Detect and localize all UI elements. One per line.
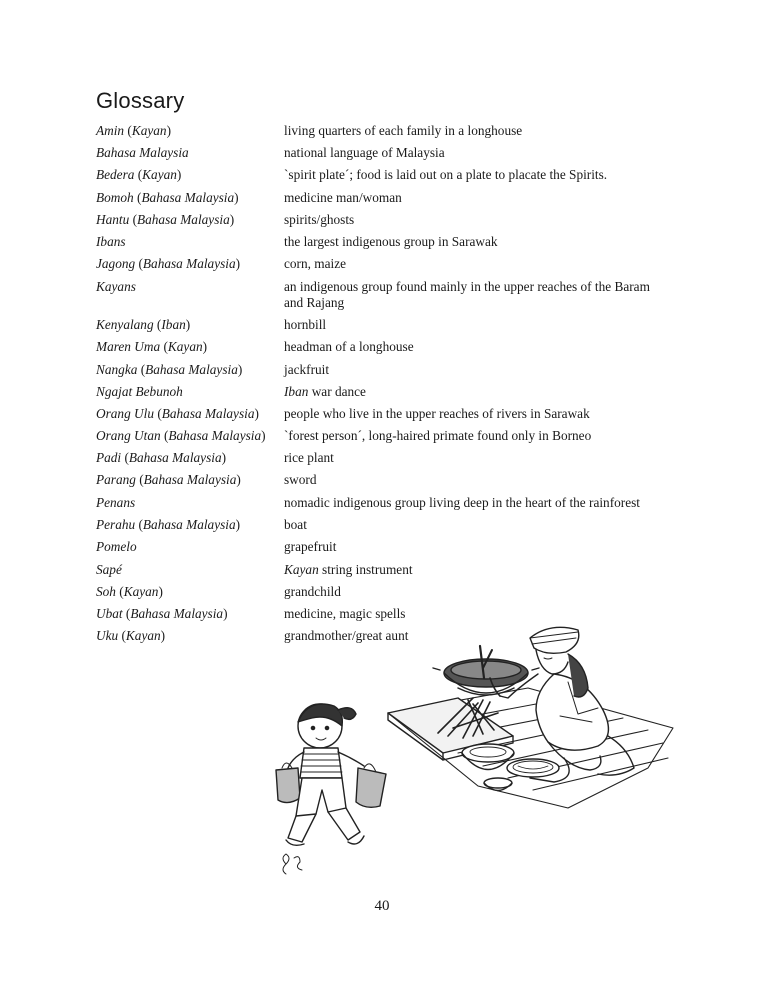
glossary-definition xyxy=(284,517,656,533)
glossary-entry xyxy=(96,495,656,511)
term-language: (Kayan) xyxy=(115,583,163,599)
glossary-entry xyxy=(96,584,656,600)
glossary-term xyxy=(96,234,284,250)
term-word: Hantu xyxy=(96,212,130,228)
glossary-entry xyxy=(96,256,656,272)
term-language-name: Bahasa Malaysia xyxy=(142,517,236,533)
term-word: Amin xyxy=(96,123,125,138)
definition-text: living quarters of each family in a longhouse xyxy=(284,123,523,138)
glossary-term xyxy=(96,606,284,622)
term-language-name: Bahasa Malaysia xyxy=(141,189,235,205)
glossary-definition xyxy=(284,450,656,466)
glossary-definition xyxy=(284,279,656,311)
term-language-name: Kayan xyxy=(125,628,161,644)
glossary-entry xyxy=(96,167,656,183)
term-language: (Bahasa Malaysia) xyxy=(135,517,241,533)
term-language-name: Kayan xyxy=(142,167,177,183)
term-language-name: Iban xyxy=(161,317,186,333)
glossary-definition xyxy=(284,406,656,422)
glossary-entry xyxy=(96,517,656,533)
definition-emphasis: Iban xyxy=(284,383,309,399)
term-language-name: Kayan xyxy=(167,339,203,355)
definition-text: rice plant xyxy=(284,450,334,466)
term-word: Sapé xyxy=(96,561,122,577)
glossary-term xyxy=(96,317,284,333)
term-language: (Bahasa Malaysia) xyxy=(160,428,266,444)
artist-signature xyxy=(283,854,302,874)
term-word: Uku xyxy=(96,628,119,644)
glossary-term xyxy=(96,628,284,644)
term-word: Kayans xyxy=(96,278,136,294)
definition-text: sword xyxy=(284,472,317,488)
glossary-definition xyxy=(284,123,656,139)
glossary-entry xyxy=(96,339,656,355)
glossary-entry xyxy=(96,212,656,228)
definition-text: spirits/ghosts xyxy=(284,212,355,228)
term-language-name: Bahasa Malaysia xyxy=(142,256,236,272)
glossary-definition xyxy=(284,428,656,444)
glossary-definition xyxy=(284,562,656,578)
glossary-definition xyxy=(284,234,656,250)
glossary-entry xyxy=(96,472,656,488)
term-language-name: Bahasa Malaysia xyxy=(145,361,238,377)
glossary-definition xyxy=(284,339,656,355)
term-language-name: Bahasa Malaysia xyxy=(130,605,224,621)
term-language-name: Kayan xyxy=(123,583,159,599)
glossary-entry xyxy=(96,539,656,555)
bowls xyxy=(462,744,559,791)
term-language: (Bahasa Malaysia) xyxy=(133,189,239,205)
term-language: (Bahasa Malaysia) xyxy=(121,450,227,466)
definition-text: string instrument xyxy=(322,561,413,577)
definition-emphasis: Kayan xyxy=(284,561,319,577)
glossary-entry xyxy=(96,317,656,333)
term-language-name: Bahasa Malaysia xyxy=(161,405,255,421)
definition-text: the largest indigenous group in Sarawak xyxy=(284,234,498,250)
glossary-definition xyxy=(284,472,656,488)
term-language: (Bahasa Malaysia) xyxy=(135,472,241,488)
page-number: 40 xyxy=(374,898,390,914)
glossary-term xyxy=(96,212,284,228)
definition-text: `spirit plate´; food is laid out on a plate to placate the Spirits. xyxy=(284,167,608,183)
term-language: (Bahasa Malaysia) xyxy=(129,212,235,228)
definition-text: jackfruit xyxy=(284,361,330,377)
glossary-definition xyxy=(284,256,656,272)
term-language-name: Bahasa Malaysia xyxy=(143,472,237,488)
glossary-definition xyxy=(284,190,656,206)
glossary-entry xyxy=(96,362,656,378)
glossary-term xyxy=(96,539,284,555)
definition-text: grandchild xyxy=(284,583,341,599)
glossary-term xyxy=(96,190,284,206)
definition-text: headman of a longhouse xyxy=(284,339,414,355)
page-title: Glossary xyxy=(96,88,185,113)
term-word: Bedera xyxy=(96,167,135,183)
glossary-term xyxy=(96,256,284,272)
term-language-name: Bahasa Malaysia xyxy=(128,450,222,466)
term-word: Maren Uma xyxy=(96,339,161,355)
term-language: (Kayan) xyxy=(160,339,208,355)
term-language-name: Kayan xyxy=(131,123,167,138)
glossary-term xyxy=(96,472,284,488)
definition-text: hornbill xyxy=(284,317,327,333)
glossary-definition xyxy=(284,317,656,333)
glossary-term xyxy=(96,450,284,466)
glossary-definition xyxy=(284,212,656,228)
glossary-term xyxy=(96,362,284,378)
glossary-entry xyxy=(96,406,656,422)
term-word: Penans xyxy=(96,494,136,510)
definition-text: people who live in the upper reaches of rivers in Sarawak xyxy=(284,405,590,421)
girl-figure xyxy=(276,704,386,845)
cooking-scene-illustration xyxy=(268,618,678,886)
term-word: Ubat xyxy=(96,605,123,621)
grandmother-figure xyxy=(490,627,634,782)
glossary-definition xyxy=(284,539,656,555)
term-language: (Kayan) xyxy=(118,628,166,644)
glossary-entry xyxy=(96,190,656,206)
glossary-term xyxy=(96,279,284,311)
definition-text: medicine man/woman xyxy=(284,189,402,205)
glossary-definition xyxy=(284,384,656,400)
term-language: (Bahasa Malaysia) xyxy=(137,361,243,377)
glossary-entry xyxy=(96,450,656,466)
term-word: Bomoh xyxy=(96,189,134,205)
glossary-entry xyxy=(96,562,656,578)
definition-text: grandmother/great aunt xyxy=(284,628,409,644)
term-language: (Bahasa Malaysia) xyxy=(154,405,259,421)
glossary-definition xyxy=(284,145,656,161)
term-word: Ngajat Bebunoh xyxy=(96,383,183,399)
term-word: Padi xyxy=(96,450,122,466)
glossary-definition xyxy=(284,584,656,600)
term-language: (Bahasa Malaysia) xyxy=(122,605,228,621)
glossary-term xyxy=(96,123,284,139)
glossary-entry xyxy=(96,123,656,139)
glossary-entry xyxy=(96,384,656,400)
definition-text: war dance xyxy=(311,383,366,399)
term-word: Perahu xyxy=(96,517,136,533)
term-word: Pomelo xyxy=(96,539,137,555)
glossary-term xyxy=(96,406,284,422)
glossary-entry xyxy=(96,145,656,161)
glossary-entry xyxy=(96,234,656,250)
definition-text: boat xyxy=(284,517,307,533)
glossary-term xyxy=(96,339,284,355)
glossary-definition xyxy=(284,167,656,183)
term-word: Parang xyxy=(96,472,136,488)
wok xyxy=(433,646,539,695)
term-language: (Kayan) xyxy=(134,167,182,183)
term-word: Soh xyxy=(96,583,116,599)
term-word: Kenyalang xyxy=(96,317,154,333)
term-language: (Iban) xyxy=(153,317,191,333)
definition-text: an indigenous group found mainly in the upper reaches of the Baram and Rajang xyxy=(284,278,650,310)
term-word: Orang Ulu xyxy=(96,405,154,421)
term-word: Nangka xyxy=(96,361,138,377)
term-word: Bahasa Malaysia xyxy=(96,145,189,161)
term-language-name: Bahasa Malaysia xyxy=(168,428,262,444)
definition-text: medicine, magic spells xyxy=(284,605,406,621)
glossary-term xyxy=(96,495,284,511)
glossary-definition xyxy=(284,495,656,511)
term-word: Orang Utan xyxy=(96,428,161,444)
glossary-term xyxy=(96,584,284,600)
glossary-term xyxy=(96,145,284,161)
term-language: (Kayan) xyxy=(124,123,171,138)
glossary-term xyxy=(96,167,284,183)
term-word: Jagong xyxy=(96,256,136,272)
glossary-entry xyxy=(96,279,656,311)
glossary-entry xyxy=(96,428,656,444)
glossary-term xyxy=(96,384,284,400)
definition-text: national language of Malaysia xyxy=(284,145,445,161)
term-language-name: Bahasa Malaysia xyxy=(137,212,230,228)
definition-text: `forest person´, long-haired primate found only in Borneo xyxy=(284,428,592,444)
term-word: Ibans xyxy=(96,234,126,250)
definition-text: corn, maize xyxy=(284,256,347,272)
definition-text: grapefruit xyxy=(284,539,337,555)
glossary-list xyxy=(96,123,656,650)
glossary-definition xyxy=(284,362,656,378)
term-language: (Bahasa Malaysia) xyxy=(135,256,241,272)
glossary-term xyxy=(96,428,284,444)
glossary-term xyxy=(96,517,284,533)
glossary-term xyxy=(96,562,284,578)
definition-text: nomadic indigenous group living deep in the heart of the rainforest xyxy=(284,494,640,510)
